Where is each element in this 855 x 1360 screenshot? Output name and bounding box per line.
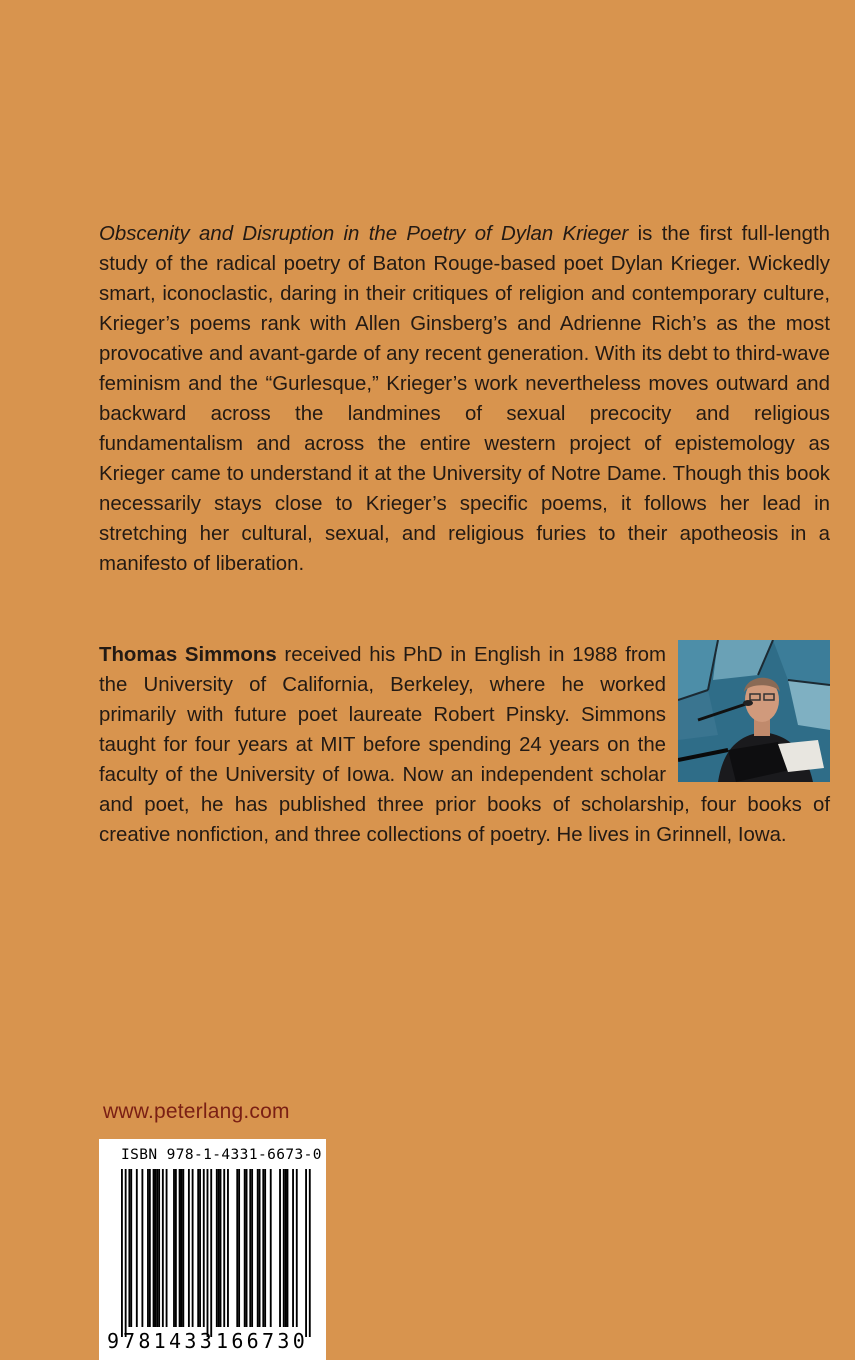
barcode-bar <box>181 1169 183 1327</box>
barcode-bar <box>136 1169 138 1327</box>
barcode-bar <box>121 1169 123 1337</box>
barcode-bar <box>210 1169 212 1337</box>
barcode-bar <box>227 1169 229 1327</box>
barcode-bar <box>220 1169 222 1327</box>
bio-text: received his PhD in English in 1988 from the University of California, Berkeley, where he worked primarily with future poet laureate Robert Pinsky. Simmons taught for four years at MIT before spending 24 years on the faculty of the University of Iowa. Now an independent scholar and poet, he has published three prior books of scholarship, four books of creative nonfiction, and three collections of poetry. He lives in Grinnell, Iowa. <box>99 644 830 846</box>
barcode-bar <box>141 1169 143 1327</box>
barcode-bar <box>188 1169 190 1327</box>
barcode-digits-right: 166730 <box>216 1329 309 1353</box>
barcode-bar <box>179 1169 181 1327</box>
barcode-bar <box>259 1169 261 1327</box>
publisher-website[interactable]: www.peterlang.com <box>103 1100 290 1123</box>
barcode-bar <box>251 1169 253 1327</box>
barcode-bar <box>257 1169 259 1327</box>
barcode-bar <box>216 1169 218 1327</box>
barcode-bar <box>218 1169 220 1327</box>
barcode-bar <box>238 1169 240 1327</box>
barcode-digit-lead: 9 <box>107 1329 120 1353</box>
book-title: Obscenity and Disruption in the Poetry of Dylan Krieger <box>99 223 629 245</box>
barcode-digits-left: 781433 <box>123 1329 216 1353</box>
barcode-bar <box>162 1169 164 1327</box>
barcode-bar <box>236 1169 238 1327</box>
barcode-bar <box>128 1169 130 1327</box>
author-bio <box>99 640 830 850</box>
barcode-bar <box>156 1169 158 1327</box>
barcode-bar <box>182 1169 184 1327</box>
barcode-bar <box>305 1169 307 1337</box>
barcode-bar <box>244 1169 246 1327</box>
barcode-bar <box>249 1169 251 1327</box>
barcode-bar <box>264 1169 266 1327</box>
barcode-bar <box>270 1169 272 1327</box>
barcode-bar <box>292 1169 294 1327</box>
barcode-bar <box>223 1169 225 1327</box>
isbn-barcode <box>99 1139 326 1360</box>
barcode-bar <box>153 1169 155 1327</box>
barcode-bar <box>246 1169 248 1327</box>
author-photo <box>678 640 830 782</box>
barcode-bar <box>173 1169 175 1327</box>
barcode-bar <box>309 1169 311 1337</box>
back-cover-blurb <box>99 219 830 579</box>
barcode-bar <box>203 1169 205 1327</box>
blurb-text: is the first full-length study of the radical poetry of Baton Rouge-based poet Dylan Krieger. Wickedly smart, iconoclastic, daring in their critiques of religion and contemporary culture, Krieger’s poems rank with Allen Ginsberg’s and Adrienne Rich’s as the most provocative and avant-garde of any recent generation. With its debt to third-wave feminism and the “Gurlesque,” Krieger’s work nevertheless moves outward and backward across the landmines of sexual precocity and religious fundamentalism and across the entire western project of epistemology as Krieger came to understand it at the University of Notre Dame. Though this book necessarily stays close to Krieger’s specific poems, it follows her lead in stretching her cultural, sexual, and religious furies to their apotheosis in a manifesto of liberation. <box>99 223 830 575</box>
barcode-bar <box>147 1169 149 1327</box>
barcode-bar <box>175 1169 177 1327</box>
barcode-digits <box>99 1329 326 1359</box>
barcode-bar <box>285 1169 287 1327</box>
barcode-bar <box>166 1169 168 1327</box>
barcode-bar <box>125 1169 127 1337</box>
barcode-bar <box>149 1169 151 1327</box>
isbn-label: ISBN 978-1-4331-6673-0 <box>121 1147 322 1163</box>
barcode-bars <box>99 1167 326 1337</box>
barcode-bar <box>279 1169 281 1327</box>
barcode-bar <box>283 1169 285 1327</box>
barcode-bar <box>262 1169 264 1327</box>
barcode-bar <box>158 1169 160 1327</box>
barcode-bar <box>197 1169 199 1327</box>
barcode-bar <box>130 1169 132 1327</box>
barcode-bar <box>207 1169 209 1337</box>
barcode-bar <box>192 1169 194 1327</box>
barcode-bar <box>296 1169 298 1327</box>
author-name: Thomas Simmons <box>99 644 277 666</box>
barcode-bar <box>287 1169 289 1327</box>
barcode-bar <box>199 1169 201 1327</box>
barcode-bar <box>154 1169 156 1327</box>
